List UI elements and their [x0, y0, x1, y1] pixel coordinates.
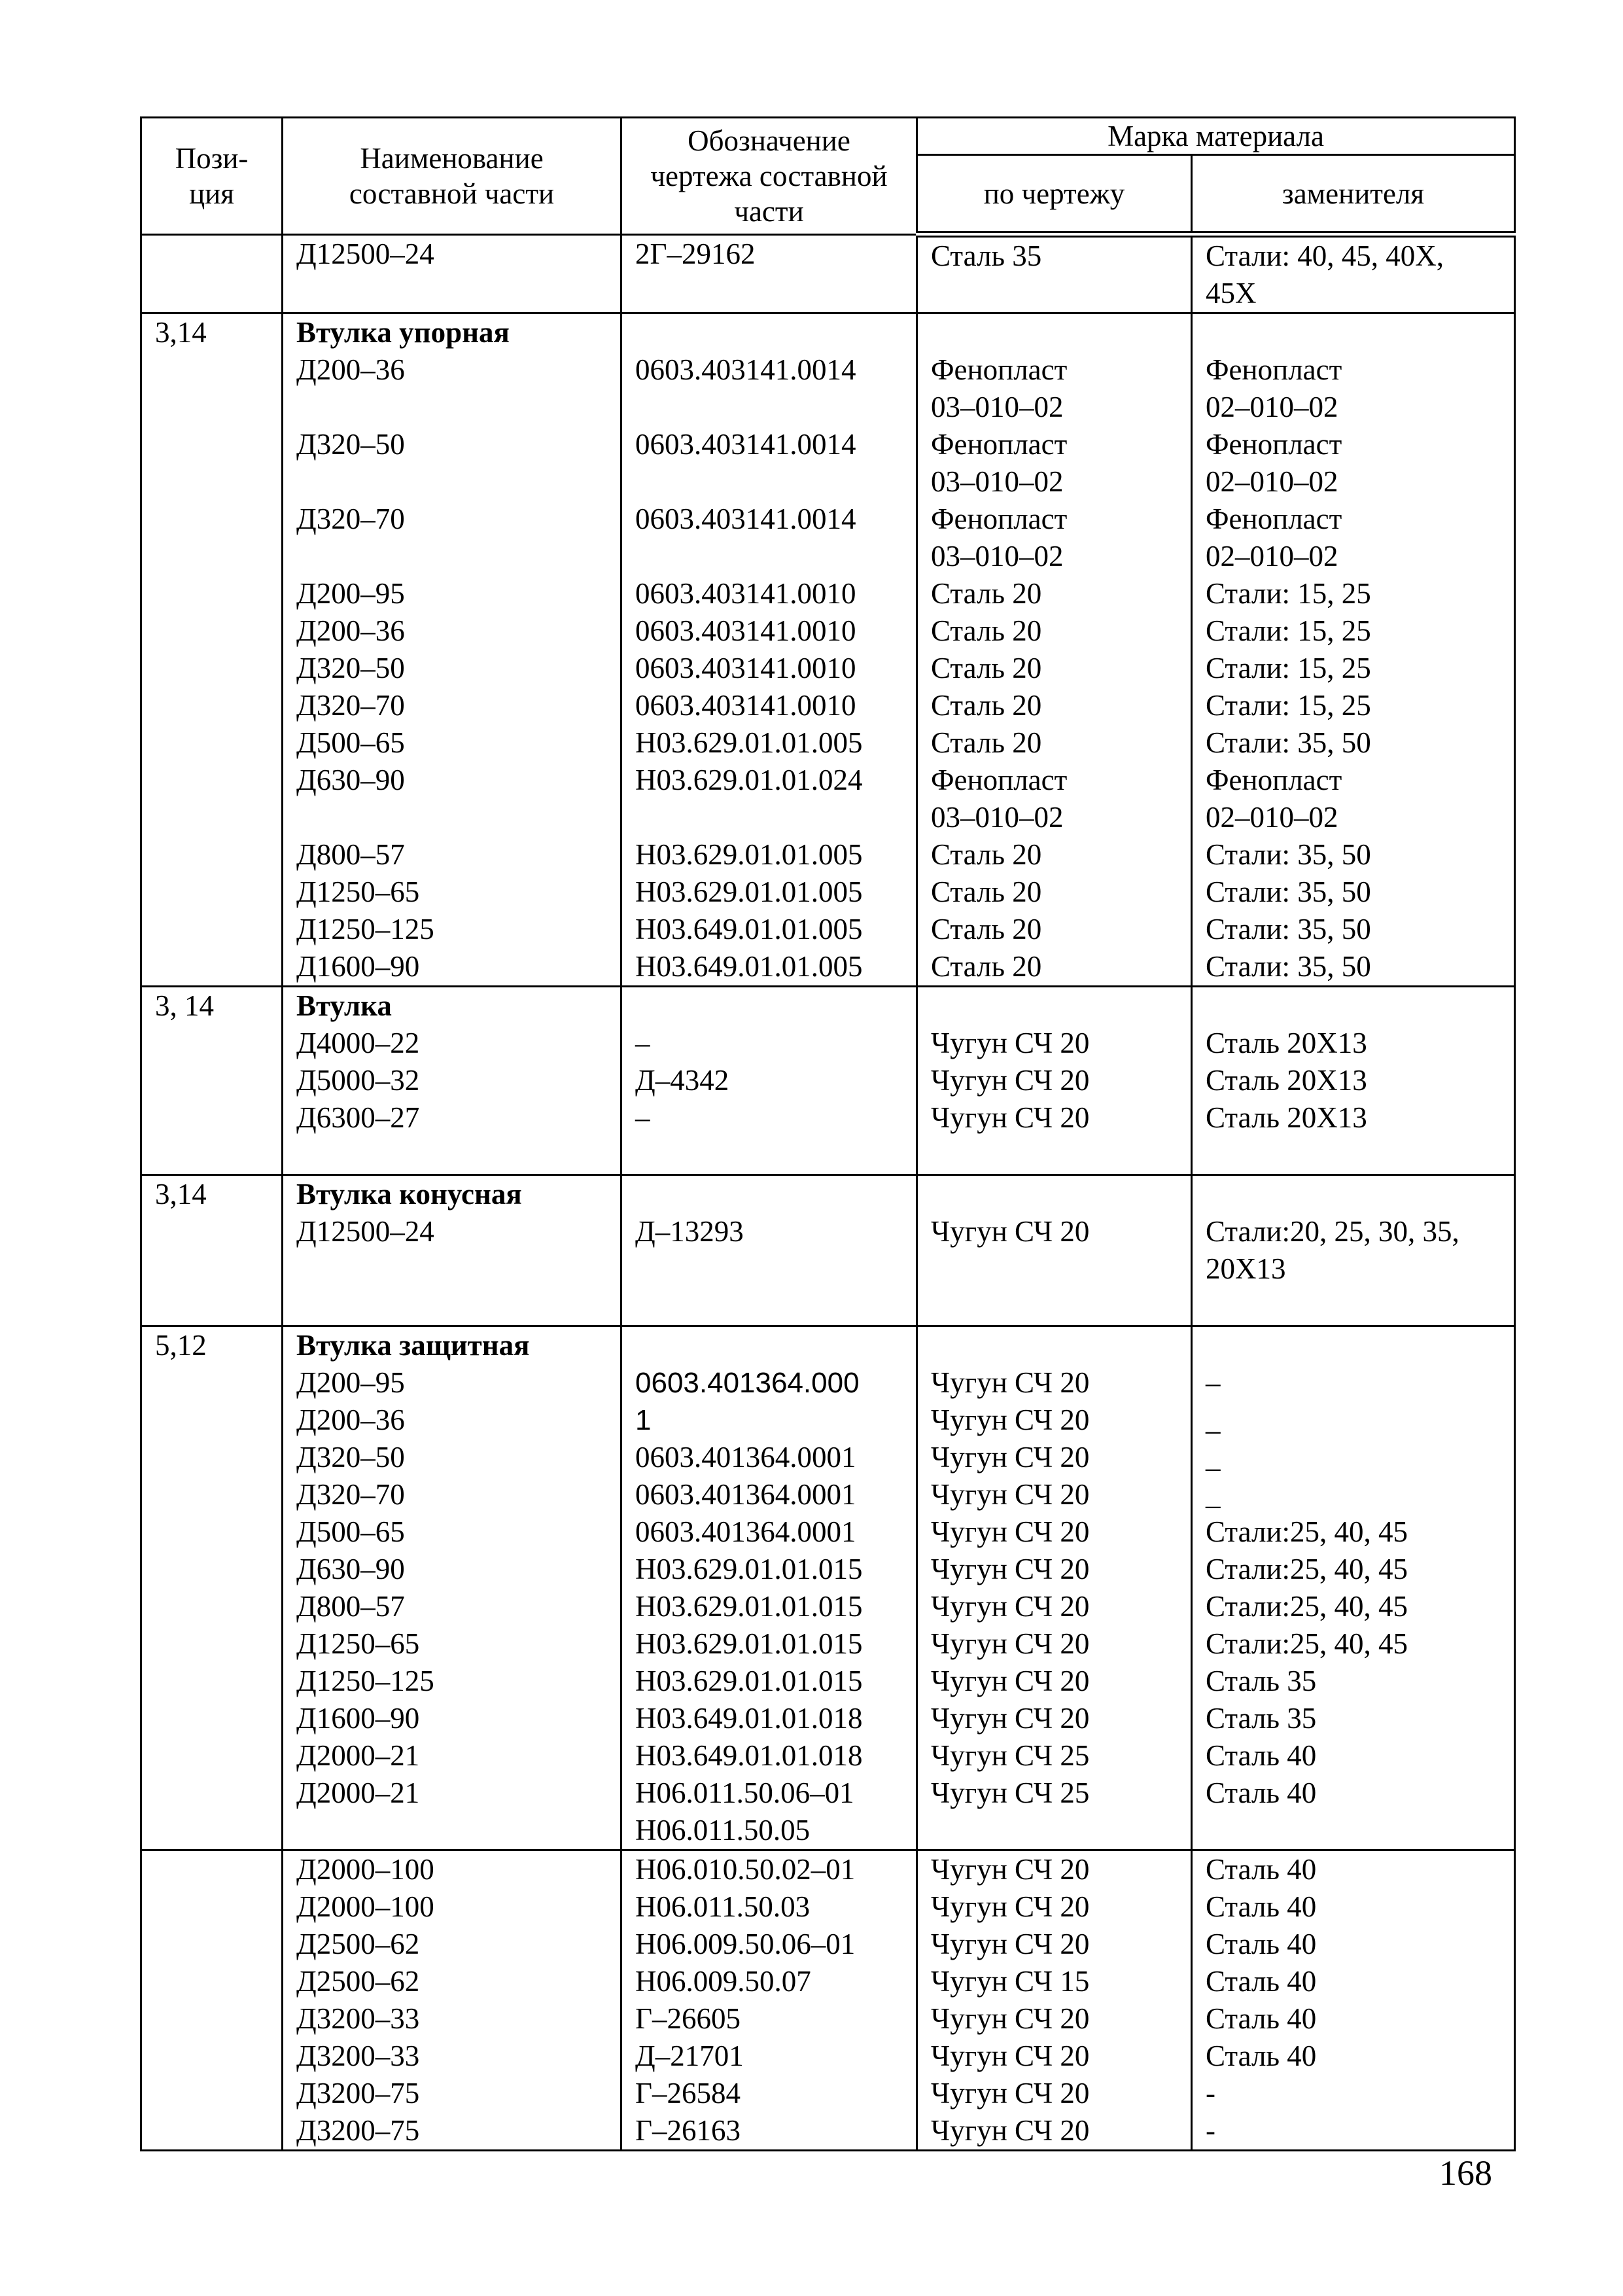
cell-line: Чугун СЧ 20	[931, 1665, 1090, 1697]
drawing-cell	[621, 1326, 917, 1850]
cell-line: -	[1206, 2114, 1215, 2147]
cell-line: Стали: 35, 50	[1206, 838, 1371, 871]
cell-line	[931, 1250, 1178, 1288]
cell-line	[635, 1327, 903, 1364]
cell-line: Чугун СЧ 20	[931, 1366, 1090, 1399]
cell-line	[296, 1288, 607, 1325]
cell-line: Чугун СЧ 20	[931, 1553, 1090, 1585]
position-cell	[141, 987, 283, 1175]
cell-line: Фенопласт	[1206, 503, 1342, 535]
cell-line: Д800–57	[296, 1590, 405, 1623]
cell-line: Сталь 40	[1206, 2040, 1317, 2072]
cell-line: 3,14	[155, 1178, 207, 1210]
cell-line: Д320–50	[296, 1441, 405, 1474]
cell-line	[635, 799, 903, 836]
cell-line: Чугун СЧ 20	[931, 1928, 1090, 1960]
position-cell	[141, 234, 283, 313]
cell-line: Д12500–24	[296, 237, 434, 270]
cell-line: Сталь 35	[1206, 1702, 1317, 1735]
cell-line	[931, 1137, 1178, 1174]
cell-line: 20Х13	[1206, 1252, 1286, 1285]
cell-line: Д320–70	[296, 503, 405, 535]
cell-line: Д1600–90	[296, 1702, 420, 1735]
cell-line: Н03.649.01.01.005	[635, 913, 863, 945]
cell-line	[931, 1327, 1178, 1364]
cell-line: –	[635, 1101, 650, 1134]
table-row	[141, 1850, 1515, 2151]
cell-line	[635, 1176, 903, 1213]
cell-line	[1206, 314, 1501, 351]
cell-line: Втулка защитная	[296, 1329, 530, 1362]
drawing-cell	[621, 987, 917, 1175]
header-by-drawing: по чертежу	[917, 155, 1192, 235]
cell-line: Д320–70	[296, 689, 405, 722]
table-row	[141, 1326, 1515, 1850]
cell-line: 03–010–02	[931, 540, 1064, 573]
cell-line: Д5000–32	[296, 1064, 420, 1097]
cell-line: Д630–90	[296, 1553, 405, 1585]
cell-line	[635, 314, 903, 351]
cell-line: Чугун СЧ 20	[931, 1627, 1090, 1660]
cell-line: Сталь 35	[1206, 1665, 1317, 1697]
cell-line: 02–010–02	[1206, 801, 1338, 834]
table-row	[141, 987, 1515, 1175]
name-cell	[283, 1175, 621, 1326]
cell-line: Сталь 20Х13	[1206, 1064, 1367, 1097]
name-cell	[283, 1850, 621, 2151]
cell-line: Д–21701	[635, 2040, 744, 2072]
cell-line: Н06.009.50.07	[635, 1965, 811, 1998]
cell-line	[155, 236, 268, 273]
cell-line	[296, 463, 607, 501]
cell-line: Фенопласт	[931, 353, 1068, 386]
cell-line: Д320–50	[296, 428, 405, 461]
material-cell	[917, 1326, 1192, 1850]
cell-line: Д320–50	[296, 652, 405, 684]
cell-line: Н03.629.01.01.005	[635, 838, 863, 871]
cell-line: Чугун СЧ 20	[931, 2040, 1090, 2072]
cell-line: Д1250–65	[296, 875, 420, 908]
cell-line: Д1600–90	[296, 950, 420, 983]
cell-line: 5,12	[155, 1329, 207, 1362]
cell-line: Фенопласт	[1206, 353, 1342, 386]
cell-line	[296, 389, 607, 426]
cell-line: Втулка конусная	[296, 1178, 522, 1210]
cell-line	[635, 538, 903, 575]
cell-line: Чугун СЧ 20	[931, 1515, 1090, 1548]
cell-line: 03–010–02	[931, 391, 1064, 423]
cell-line: Сталь 20	[931, 838, 1042, 871]
cell-line: Сталь 40	[1206, 1965, 1317, 1998]
drawing-cell	[621, 1175, 917, 1326]
position-cell	[141, 1326, 283, 1850]
cell-line: Н06.011.50.05	[635, 1814, 811, 1846]
cell-line	[1206, 1812, 1501, 1849]
cell-line: Д2500–62	[296, 1928, 420, 1960]
cell-line: Чугун СЧ 20	[931, 1478, 1090, 1511]
cell-line: Фенопласт	[1206, 428, 1342, 461]
cell-line: Сталь 20	[931, 950, 1042, 983]
cell-line: Чугун СЧ 20	[931, 1101, 1090, 1134]
cell-line: 02–010–02	[1206, 391, 1338, 423]
cell-line: Стали: 35, 50	[1206, 950, 1371, 983]
cell-line: –	[635, 1027, 650, 1059]
cell-line: Стали: 15, 25	[1206, 689, 1371, 722]
name-cell	[283, 1326, 621, 1850]
cell-line	[635, 389, 903, 426]
cell-line: Д3200–33	[296, 2002, 420, 2035]
material-cell	[917, 234, 1192, 313]
cell-line: Д1250–125	[296, 913, 434, 945]
cell-line	[635, 1250, 903, 1288]
parts-materials-table	[140, 116, 1516, 2151]
cell-line: Сталь 20	[931, 726, 1042, 759]
page-number: 168	[1439, 2153, 1492, 2193]
cell-line: Стали: 35, 50	[1206, 913, 1371, 945]
cell-line: Н06.011.50.06–01	[635, 1776, 854, 1809]
cell-line: Д200–95	[296, 1366, 405, 1399]
cell-line: 0603.401364.0001	[635, 1515, 856, 1548]
cell-line: 03–010–02	[931, 801, 1064, 834]
cell-line	[635, 1137, 903, 1174]
cell-line: Чугун СЧ 25	[931, 1776, 1090, 1809]
header-component-name: Наименование составной части	[283, 118, 621, 235]
cell-line: Фенопласт	[931, 503, 1068, 535]
cell-line: Стали:25, 40, 45	[1206, 1590, 1408, 1623]
cell-line: Н06.011.50.03	[635, 1890, 811, 1923]
material-cell	[917, 313, 1192, 987]
cell-line	[931, 1288, 1178, 1325]
substitute-cell	[1192, 313, 1515, 987]
cell-line: 0603.403141.0010	[635, 652, 856, 684]
cell-line: 02–010–02	[1206, 465, 1338, 498]
cell-line: Чугун СЧ 20	[931, 2002, 1090, 2035]
cell-line	[635, 463, 903, 501]
cell-line: 02–010–02	[1206, 540, 1338, 573]
cell-line	[635, 1288, 903, 1325]
position-cell	[141, 313, 283, 987]
cell-line: Фенопласт	[931, 428, 1068, 461]
substitute-cell	[1192, 1175, 1515, 1326]
cell-line: Фенопласт	[931, 764, 1068, 796]
header-material-grade: Марка материала	[917, 118, 1515, 155]
cell-line: Сталь 40	[1206, 1776, 1317, 1809]
cell-line: Чугун СЧ 20	[931, 1215, 1090, 1248]
drawing-cell	[621, 1850, 917, 2151]
cell-line: Сталь 20	[931, 652, 1042, 684]
material-cell	[917, 1175, 1192, 1326]
cell-line: Сталь 20	[931, 614, 1042, 647]
cell-line: Стали:25, 40, 45	[1206, 1627, 1408, 1660]
cell-line: Д–13293	[635, 1215, 744, 1248]
cell-line: Н06.009.50.06–01	[635, 1928, 856, 1960]
cell-line: Чугун СЧ 20	[931, 1441, 1090, 1474]
cell-line: Чугун СЧ 20	[931, 1890, 1090, 1923]
cell-line: Фенопласт	[1206, 764, 1342, 796]
cell-line: Д3200–33	[296, 2040, 420, 2072]
cell-line: Сталь 20	[931, 689, 1042, 722]
cell-line	[296, 799, 607, 836]
cell-line: Г–26605	[635, 2002, 741, 2035]
cell-line	[296, 538, 607, 575]
cell-line: Г–26584	[635, 2077, 741, 2110]
header-position: Пози- ция	[141, 118, 283, 235]
cell-line: Сталь 20Х13	[1206, 1027, 1367, 1059]
cell-line: Н06.010.50.02–01	[635, 1853, 856, 1886]
cell-line	[1206, 1176, 1501, 1213]
cell-line	[931, 314, 1178, 351]
cell-line: Г–26163	[635, 2114, 741, 2147]
cell-line: Н03.629.01.01.005	[635, 875, 863, 908]
cell-line: Сталь 40	[1206, 1739, 1317, 1772]
cell-line: Д200–95	[296, 577, 405, 610]
cell-line: Стали:25, 40, 45	[1206, 1515, 1408, 1548]
cell-line: Д4000–22	[296, 1027, 420, 1059]
cell-line: Чугун СЧ 20	[931, 1702, 1090, 1735]
cell-line: Д12500–24	[296, 1215, 434, 1248]
cell-line: Стали: 40, 45, 40Х,	[1206, 239, 1444, 272]
cell-line: Чугун СЧ 25	[931, 1739, 1090, 1772]
cell-line: Д500–65	[296, 1515, 405, 1548]
cell-line: Д200–36	[296, 614, 405, 647]
header-substitute: заменителя	[1192, 155, 1515, 235]
cell-line: 3,14	[155, 316, 207, 349]
cell-line: Чугун СЧ 20	[931, 1027, 1090, 1059]
cell-line	[155, 1851, 268, 1888]
cell-line: Сталь 35	[931, 239, 1042, 272]
cell-line: 0603.403141.0014	[635, 353, 856, 386]
cell-line: 03–010–02	[931, 465, 1064, 498]
cell-line: Д3200–75	[296, 2114, 420, 2147]
header-drawing-designation: Обозначение чертежа составной части	[621, 118, 917, 235]
substitute-cell	[1192, 234, 1515, 313]
cell-line: Д2000–21	[296, 1739, 420, 1772]
cell-line: 0603.403141.0010	[635, 689, 856, 722]
cell-line: Сталь 40	[1206, 2002, 1317, 2035]
cell-line: Д2000–100	[296, 1853, 434, 1886]
table-row	[141, 1175, 1515, 1326]
cell-line: Сталь 20Х13	[1206, 1101, 1367, 1134]
cell-line: 0603.401364.0001	[635, 1441, 856, 1474]
cell-line: Стали: 35, 50	[1206, 875, 1371, 908]
material-cell	[917, 1850, 1192, 2151]
cell-line: Д320–70	[296, 1478, 405, 1511]
cell-line: Н03.629.01.01.024	[635, 764, 863, 796]
cell-line: Чугун СЧ 20	[931, 2114, 1090, 2147]
cell-line: Стали:25, 40, 45	[1206, 1553, 1408, 1585]
position-cell	[141, 1850, 283, 2151]
cell-line: Втулка упорная	[296, 316, 510, 349]
table-row	[141, 313, 1515, 987]
cell-line	[296, 1250, 607, 1288]
table-row	[141, 234, 1515, 313]
cell-line: Сталь 40	[1206, 1890, 1317, 1923]
cell-line: Д2500–62	[296, 1965, 420, 1998]
name-cell	[283, 234, 621, 313]
cell-line: Д–4342	[635, 1064, 729, 1097]
cell-line	[931, 1176, 1178, 1213]
cell-line: Н03.629.01.01.015	[635, 1627, 863, 1660]
cell-line	[931, 1812, 1178, 1849]
cell-line: -	[1206, 2077, 1215, 2110]
name-cell	[283, 987, 621, 1175]
substitute-cell	[1192, 1326, 1515, 1850]
cell-line: Д3200–75	[296, 2077, 420, 2110]
cell-line	[1206, 987, 1501, 1025]
substitute-cell	[1192, 987, 1515, 1175]
cell-line: 0603.403141.0014	[635, 428, 856, 461]
cell-line: Н03.649.01.01.005	[635, 950, 863, 983]
cell-line: Сталь 20	[931, 913, 1042, 945]
cell-line: Стали:20, 25, 30, 35,	[1206, 1215, 1459, 1248]
cell-line	[1206, 1327, 1501, 1364]
name-cell	[283, 313, 621, 987]
cell-line: Чугун СЧ 20	[931, 2077, 1090, 2110]
cell-line: Н03.629.01.01.015	[635, 1665, 863, 1697]
cell-line: Чугун СЧ 20	[931, 1590, 1090, 1623]
material-cell	[917, 987, 1192, 1175]
cell-line: 0603.401364.0001	[635, 1478, 856, 1511]
cell-line: Стали: 15, 25	[1206, 652, 1371, 684]
cell-line: 45Х	[1206, 277, 1257, 309]
cell-line: Н03.629.01.01.015	[635, 1553, 863, 1585]
cell-line: _	[1206, 1441, 1221, 1474]
cell-line: Стали: 35, 50	[1206, 726, 1371, 759]
cell-line: 1	[635, 1404, 652, 1436]
cell-line	[635, 987, 903, 1025]
cell-line: Сталь 20	[931, 875, 1042, 908]
cell-line: 2Г–29162	[635, 237, 756, 270]
cell-line: –	[1206, 1366, 1221, 1399]
cell-line: Д1250–65	[296, 1627, 420, 1660]
cell-line: Чугун СЧ 20	[931, 1404, 1090, 1436]
cell-line	[296, 1812, 607, 1849]
cell-line: Стали: 15, 25	[1206, 614, 1371, 647]
cell-line: Д800–57	[296, 838, 405, 871]
drawing-cell	[621, 313, 917, 987]
cell-line: Д630–90	[296, 764, 405, 796]
cell-line: Д6300–27	[296, 1101, 420, 1134]
cell-line	[931, 987, 1178, 1025]
cell-line: Д1250–125	[296, 1665, 434, 1697]
cell-line: Чугун СЧ 20	[931, 1853, 1090, 1886]
cell-line: Д500–65	[296, 726, 405, 759]
drawing-cell	[621, 234, 917, 313]
cell-line	[1206, 1288, 1501, 1325]
cell-line: 0603.403141.0014	[635, 503, 856, 535]
cell-line: 0603.401364.000	[635, 1367, 860, 1399]
cell-line: Чугун СЧ 20	[931, 1064, 1090, 1097]
cell-line: Сталь 40	[1206, 1928, 1317, 1960]
cell-line: Сталь 40	[1206, 1853, 1317, 1886]
cell-line: Чугун СЧ 15	[931, 1965, 1090, 1998]
cell-line: Сталь 20	[931, 577, 1042, 610]
cell-line: 3, 14	[155, 989, 214, 1022]
cell-line	[1206, 1137, 1501, 1174]
cell-line: Стали: 15, 25	[1206, 577, 1371, 610]
cell-line: Н03.629.01.01.015	[635, 1590, 863, 1623]
cell-line: Н03.649.01.01.018	[635, 1739, 863, 1772]
position-cell	[141, 1175, 283, 1326]
cell-line: Д200–36	[296, 353, 405, 386]
cell-line: Д2000–21	[296, 1776, 420, 1809]
cell-line: 0603.403141.0010	[635, 614, 856, 647]
cell-line: Д2000–100	[296, 1890, 434, 1923]
cell-line: 0603.403141.0010	[635, 577, 856, 610]
cell-line	[296, 1137, 607, 1174]
cell-line: _	[1206, 1404, 1221, 1436]
cell-line: Н03.629.01.01.005	[635, 726, 863, 759]
cell-line: Втулка	[296, 989, 392, 1022]
cell-line: Н03.649.01.01.018	[635, 1702, 863, 1735]
cell-line: _	[1206, 1478, 1221, 1511]
cell-line: Д200–36	[296, 1404, 405, 1436]
substitute-cell	[1192, 1850, 1515, 2151]
